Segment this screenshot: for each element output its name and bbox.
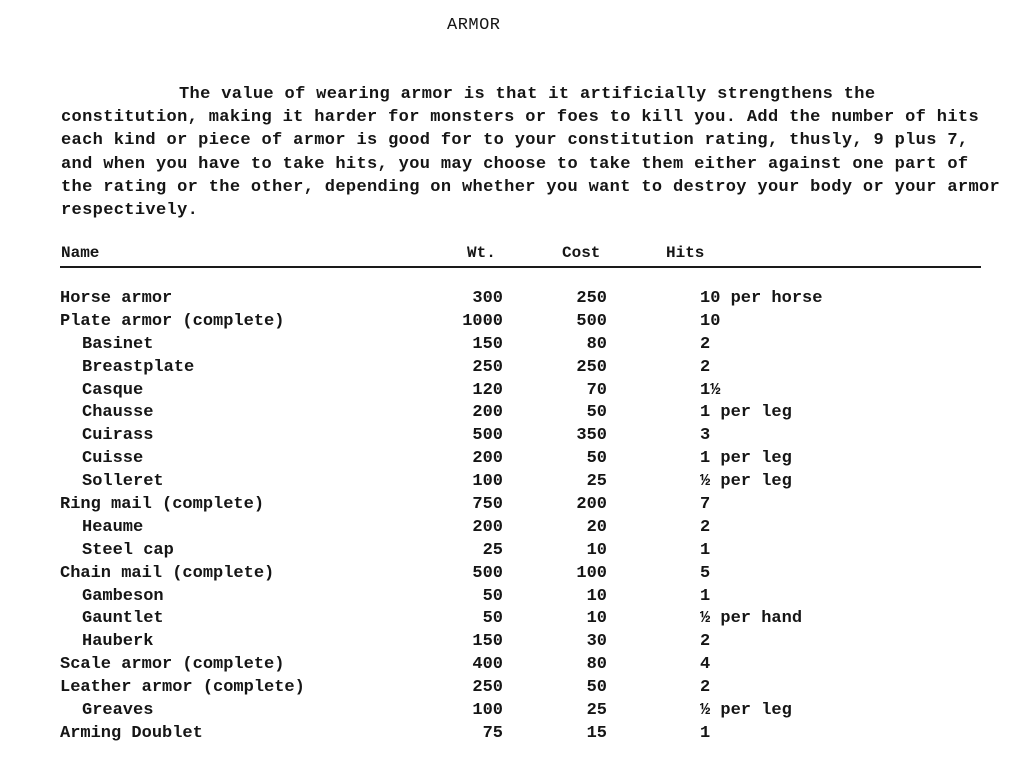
row-weight: 200 xyxy=(472,449,503,469)
row-cost: 50 xyxy=(586,678,607,698)
row-name: Ring mail (complete) xyxy=(60,495,265,515)
table-row xyxy=(0,518,1025,541)
table-row xyxy=(0,312,1025,335)
row-weight: 100 xyxy=(472,472,503,492)
intro-text: The value of wearing armor is that it artificially strengthens the constitution, making it harder for monsters or foes to kill you. Add the number of hits each kind or piece of armor is good for to your constitution rating, thusly, 9 plus 7, and when you have to take hits, you may choose to take them either against one part of the rating or the other, depending on whether you want to destroy your body or your armor respectively. xyxy=(61,85,1001,221)
row-cost: 50 xyxy=(586,403,607,423)
row-name: Cuirass xyxy=(82,426,154,446)
table-row xyxy=(0,335,1025,358)
row-hits: 7 xyxy=(700,495,711,515)
header-cost: Cost xyxy=(562,244,601,262)
row-cost: 500 xyxy=(576,311,607,331)
row-weight: 500 xyxy=(472,426,503,446)
row-weight: 250 xyxy=(472,678,503,698)
row-cost: 250 xyxy=(576,357,607,377)
row-weight: 50 xyxy=(482,586,503,606)
row-hits: 1½ xyxy=(700,380,721,400)
row-cost: 70 xyxy=(586,380,607,400)
row-weight: 300 xyxy=(472,289,503,308)
row-weight: 200 xyxy=(472,517,503,537)
table-header xyxy=(0,244,1025,266)
row-hits: 1 xyxy=(700,723,711,743)
header-divider xyxy=(60,266,981,268)
row-weight: 150 xyxy=(472,632,503,652)
row-name: Greaves xyxy=(82,701,154,721)
row-hits: 10 per horse xyxy=(700,289,823,308)
row-name: Horse armor xyxy=(60,289,173,308)
row-cost: 25 xyxy=(586,701,607,721)
row-cost: 250 xyxy=(576,289,607,308)
row-name: Cuisse xyxy=(82,449,144,469)
row-hits: 2 xyxy=(700,632,711,652)
row-weight: 500 xyxy=(472,563,503,583)
row-name: Scale armor (complete) xyxy=(60,655,285,675)
table-row xyxy=(0,403,1025,426)
row-cost: 20 xyxy=(586,517,607,537)
row-weight: 150 xyxy=(472,334,503,354)
row-name: Steel cap xyxy=(82,540,174,560)
row-hits: ½ per leg xyxy=(700,701,792,721)
table-row xyxy=(0,449,1025,472)
header-hits: Hits xyxy=(666,244,705,262)
row-name: Solleret xyxy=(82,472,164,492)
row-cost: 10 xyxy=(586,609,607,629)
table-row xyxy=(0,381,1025,404)
row-hits: 2 xyxy=(700,517,711,537)
row-name: Leather armor (complete) xyxy=(60,678,305,698)
table-row xyxy=(0,358,1025,381)
row-hits: 2 xyxy=(700,357,711,377)
row-cost: 80 xyxy=(586,334,607,354)
row-name: Arming Doublet xyxy=(60,723,203,743)
row-name: Plate armor (complete) xyxy=(60,311,285,331)
row-hits: ½ per leg xyxy=(700,472,792,492)
row-weight: 75 xyxy=(482,723,503,743)
table-row xyxy=(0,655,1025,678)
row-name: Basinet xyxy=(82,334,154,354)
page-title: ARMOR xyxy=(447,16,501,35)
row-cost: 25 xyxy=(586,472,607,492)
row-hits: 1 xyxy=(700,586,711,606)
table-row xyxy=(0,587,1025,610)
table-row xyxy=(0,678,1025,701)
row-weight: 400 xyxy=(472,655,503,675)
row-weight: 120 xyxy=(472,380,503,400)
table-row xyxy=(0,495,1025,518)
row-name: Hauberk xyxy=(82,632,154,652)
row-weight: 750 xyxy=(472,495,503,515)
intro-paragraph xyxy=(61,83,1001,222)
table-row xyxy=(0,541,1025,564)
row-weight: 25 xyxy=(482,540,503,560)
row-hits: 3 xyxy=(700,426,711,446)
row-weight: 250 xyxy=(472,357,503,377)
row-cost: 10 xyxy=(586,586,607,606)
row-name: Chain mail (complete) xyxy=(60,563,275,583)
row-hits: 10 xyxy=(700,311,721,331)
header-weight: Wt. xyxy=(467,244,496,262)
row-weight: 200 xyxy=(472,403,503,423)
armor-table xyxy=(0,289,1025,747)
table-row xyxy=(0,724,1025,747)
row-name: Chausse xyxy=(82,403,154,423)
row-cost: 200 xyxy=(576,495,607,515)
row-cost: 100 xyxy=(576,563,607,583)
row-name: Heaume xyxy=(82,517,144,537)
row-weight: 50 xyxy=(482,609,503,629)
row-cost: 10 xyxy=(586,540,607,560)
row-cost: 50 xyxy=(586,449,607,469)
row-hits: 4 xyxy=(700,655,711,675)
row-name: Breastplate xyxy=(82,357,195,377)
table-row xyxy=(0,632,1025,655)
table-row xyxy=(0,564,1025,587)
row-hits: 1 per leg xyxy=(700,449,792,469)
row-name: Gauntlet xyxy=(82,609,164,629)
row-hits: 1 per leg xyxy=(700,403,792,423)
row-hits: 1 xyxy=(700,540,711,560)
table-row xyxy=(0,426,1025,449)
row-name: Casque xyxy=(82,380,144,400)
row-cost: 30 xyxy=(586,632,607,652)
table-row xyxy=(0,289,1025,312)
row-weight: 1000 xyxy=(462,311,503,331)
row-cost: 15 xyxy=(586,723,607,743)
row-name: Gambeson xyxy=(82,586,164,606)
row-hits: 5 xyxy=(700,563,711,583)
row-hits: 2 xyxy=(700,678,711,698)
table-row xyxy=(0,701,1025,724)
table-row xyxy=(0,472,1025,495)
row-hits: ½ per hand xyxy=(700,609,803,629)
header-name: Name xyxy=(61,244,100,262)
table-row xyxy=(0,609,1025,632)
row-cost: 350 xyxy=(576,426,607,446)
row-weight: 100 xyxy=(472,701,503,721)
row-hits: 2 xyxy=(700,334,711,354)
row-cost: 80 xyxy=(586,655,607,675)
